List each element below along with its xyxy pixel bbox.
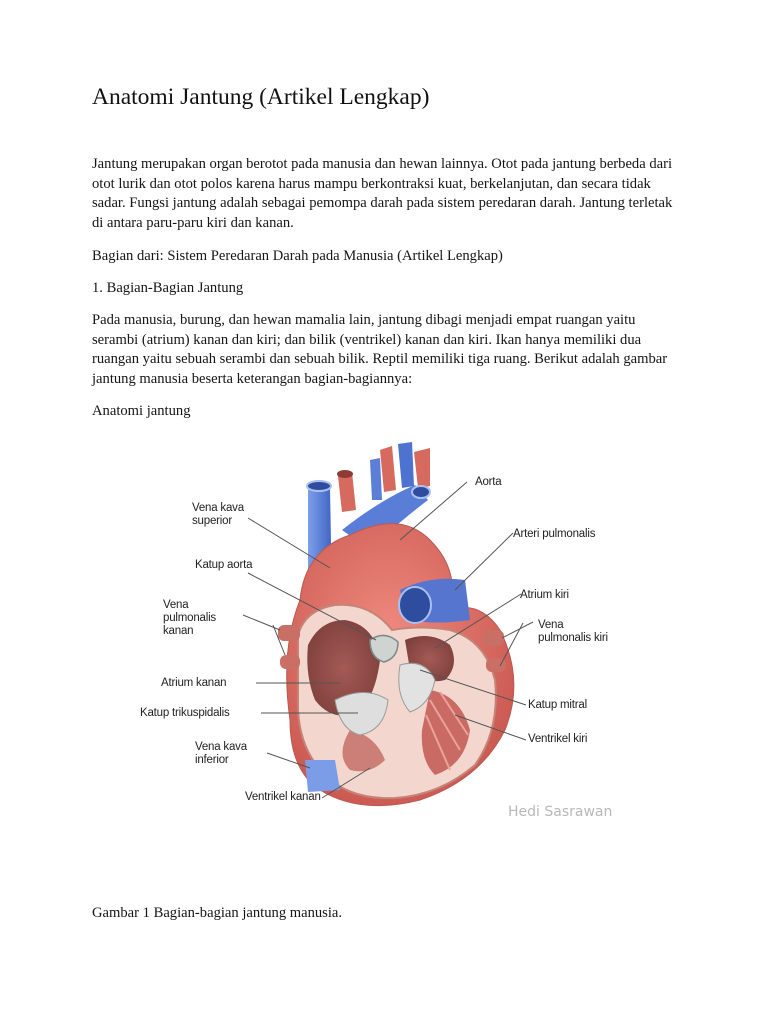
label-vena-pulmonalis-kiri: Vena pulmonalis kiri: [538, 619, 608, 644]
label-vena-kava-inferior: Vena kava inferior: [195, 741, 247, 766]
image-watermark: Hedi Sasrawan: [508, 804, 613, 820]
label-ventrikel-kiri: Ventrikel kiri: [528, 733, 588, 745]
label-arteri-pulmonalis: Arteri pulmonalis: [513, 528, 596, 540]
heart-anatomy-diagram: [130, 430, 650, 840]
label-vena-pulmonalis-kanan: Vena pulmonalis kanan: [163, 599, 216, 637]
label-ventrikel-kanan: Ventrikel kanan: [245, 791, 321, 803]
label-katup-mitral: Katup mitral: [528, 699, 587, 711]
label-atrium-kiri: Atrium kiri: [520, 589, 569, 601]
label-katup-trikuspidalis: Katup trikuspidalis: [140, 707, 230, 719]
intro-paragraph: Jantung merupakan organ berotot pada manusia dan hewan lainnya. Otot pada jantung berbeda dari otot lurik dan otot polos karena harus mampu berkontraksi kuat, berkelanjutan, dan secara tidak sadar. Fungsi jantung adalah sebagai pemompa darah pada sistem peredaran darah. Jantung terletak di antara paru-paru kiri dan kanan.: [92, 156, 673, 231]
label-atrium-kanan: Atrium kanan: [161, 677, 227, 689]
label-katup-aorta: Katup aorta: [195, 559, 253, 571]
figure-caption: Gambar 1 Bagian-bagian jantung manusia.: [92, 905, 343, 921]
section-heading: 1. Bagian-Bagian Jantung: [92, 280, 244, 296]
figure-label: Anatomi jantung: [92, 403, 191, 419]
label-aorta: Aorta: [475, 476, 502, 488]
related-article-line: Bagian dari: Sistem Peredaran Darah pada Manusia (Artikel Lengkap): [92, 248, 503, 264]
chambers-paragraph: Pada manusia, burung, dan hewan mamalia lain, jantung dibagi menjadi empat ruangan yaitu serambi (atrium) kanan dan kiri; dan bilik (ventrikel) kanan dan kiri. Ikan hanya memiliki dua ruangan yaitu sebuah serambi dan sebuah bilik. Reptil memiliki tiga ruang. Berikut adalah gambar jantung manusia beserta keterangan bagian-bagiannya:: [92, 312, 668, 387]
page-title: Anatomi Jantung (Artikel Lengkap): [92, 84, 430, 110]
label-vena-kava-superior: Vena kava superior: [192, 502, 244, 527]
